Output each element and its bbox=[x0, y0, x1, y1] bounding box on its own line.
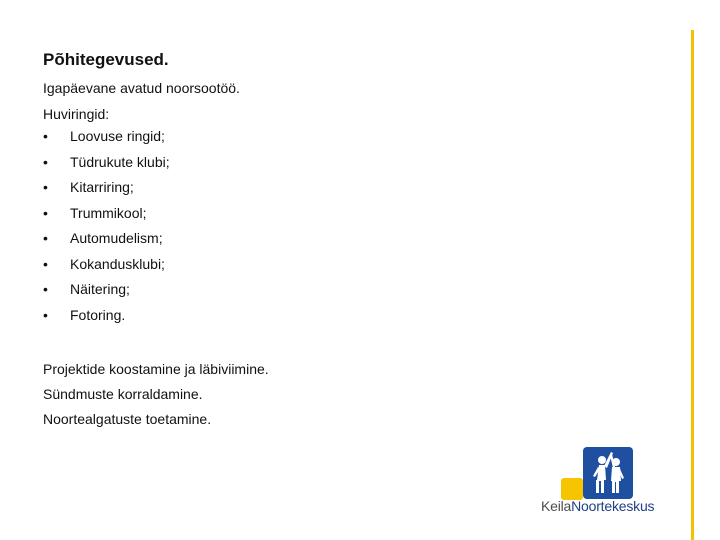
closing-line-events: Sündmuste korraldamine. bbox=[43, 386, 203, 402]
bullet-icon: • bbox=[43, 179, 48, 195]
list-item-label: Automudelism; bbox=[70, 230, 163, 246]
bullet-icon: • bbox=[43, 204, 48, 221]
bullet-icon: • bbox=[43, 128, 48, 144]
list-item-label: Kitarriring; bbox=[70, 179, 134, 195]
bullet-icon: • bbox=[43, 153, 48, 170]
logo-word-keila: Keila bbox=[541, 498, 572, 514]
intro-line-hobby-groups: Huviringid: bbox=[43, 106, 110, 122]
closing-line-projects: Projektide koostamine ja läbiviimine. bbox=[43, 361, 269, 377]
bullet-icon: • bbox=[43, 230, 48, 246]
closing-line-youth-initiatives: Noortealgatuste toetamine. bbox=[43, 411, 212, 427]
bullet-icon: • bbox=[43, 306, 48, 323]
list-item-label: Tüdrukute klubi; bbox=[70, 153, 170, 170]
list-item-label: Trummikool; bbox=[70, 204, 147, 221]
page-title: Põhitegevused. bbox=[43, 50, 169, 69]
yellow-divider-line bbox=[691, 30, 694, 540]
bullet-icon: • bbox=[43, 255, 48, 272]
keila-noortekeskus-logo bbox=[540, 445, 685, 517]
logo-yellow-square bbox=[561, 478, 583, 500]
list-item-label: Fotoring. bbox=[70, 306, 126, 323]
logo-wordmark bbox=[541, 498, 654, 514]
logo-word-noortekeskus: Noortekeskus bbox=[571, 498, 655, 514]
intro-line-daily-youth-work: Igapäevane avatud noorsootöö. bbox=[43, 80, 240, 96]
bullet-icon: • bbox=[43, 281, 48, 297]
list-item-label: Kokandusklubi; bbox=[70, 255, 165, 272]
list-item-label: Näitering; bbox=[70, 281, 130, 297]
children-figures-icon bbox=[583, 447, 633, 499]
list-item-label: Loovuse ringid; bbox=[70, 128, 165, 144]
